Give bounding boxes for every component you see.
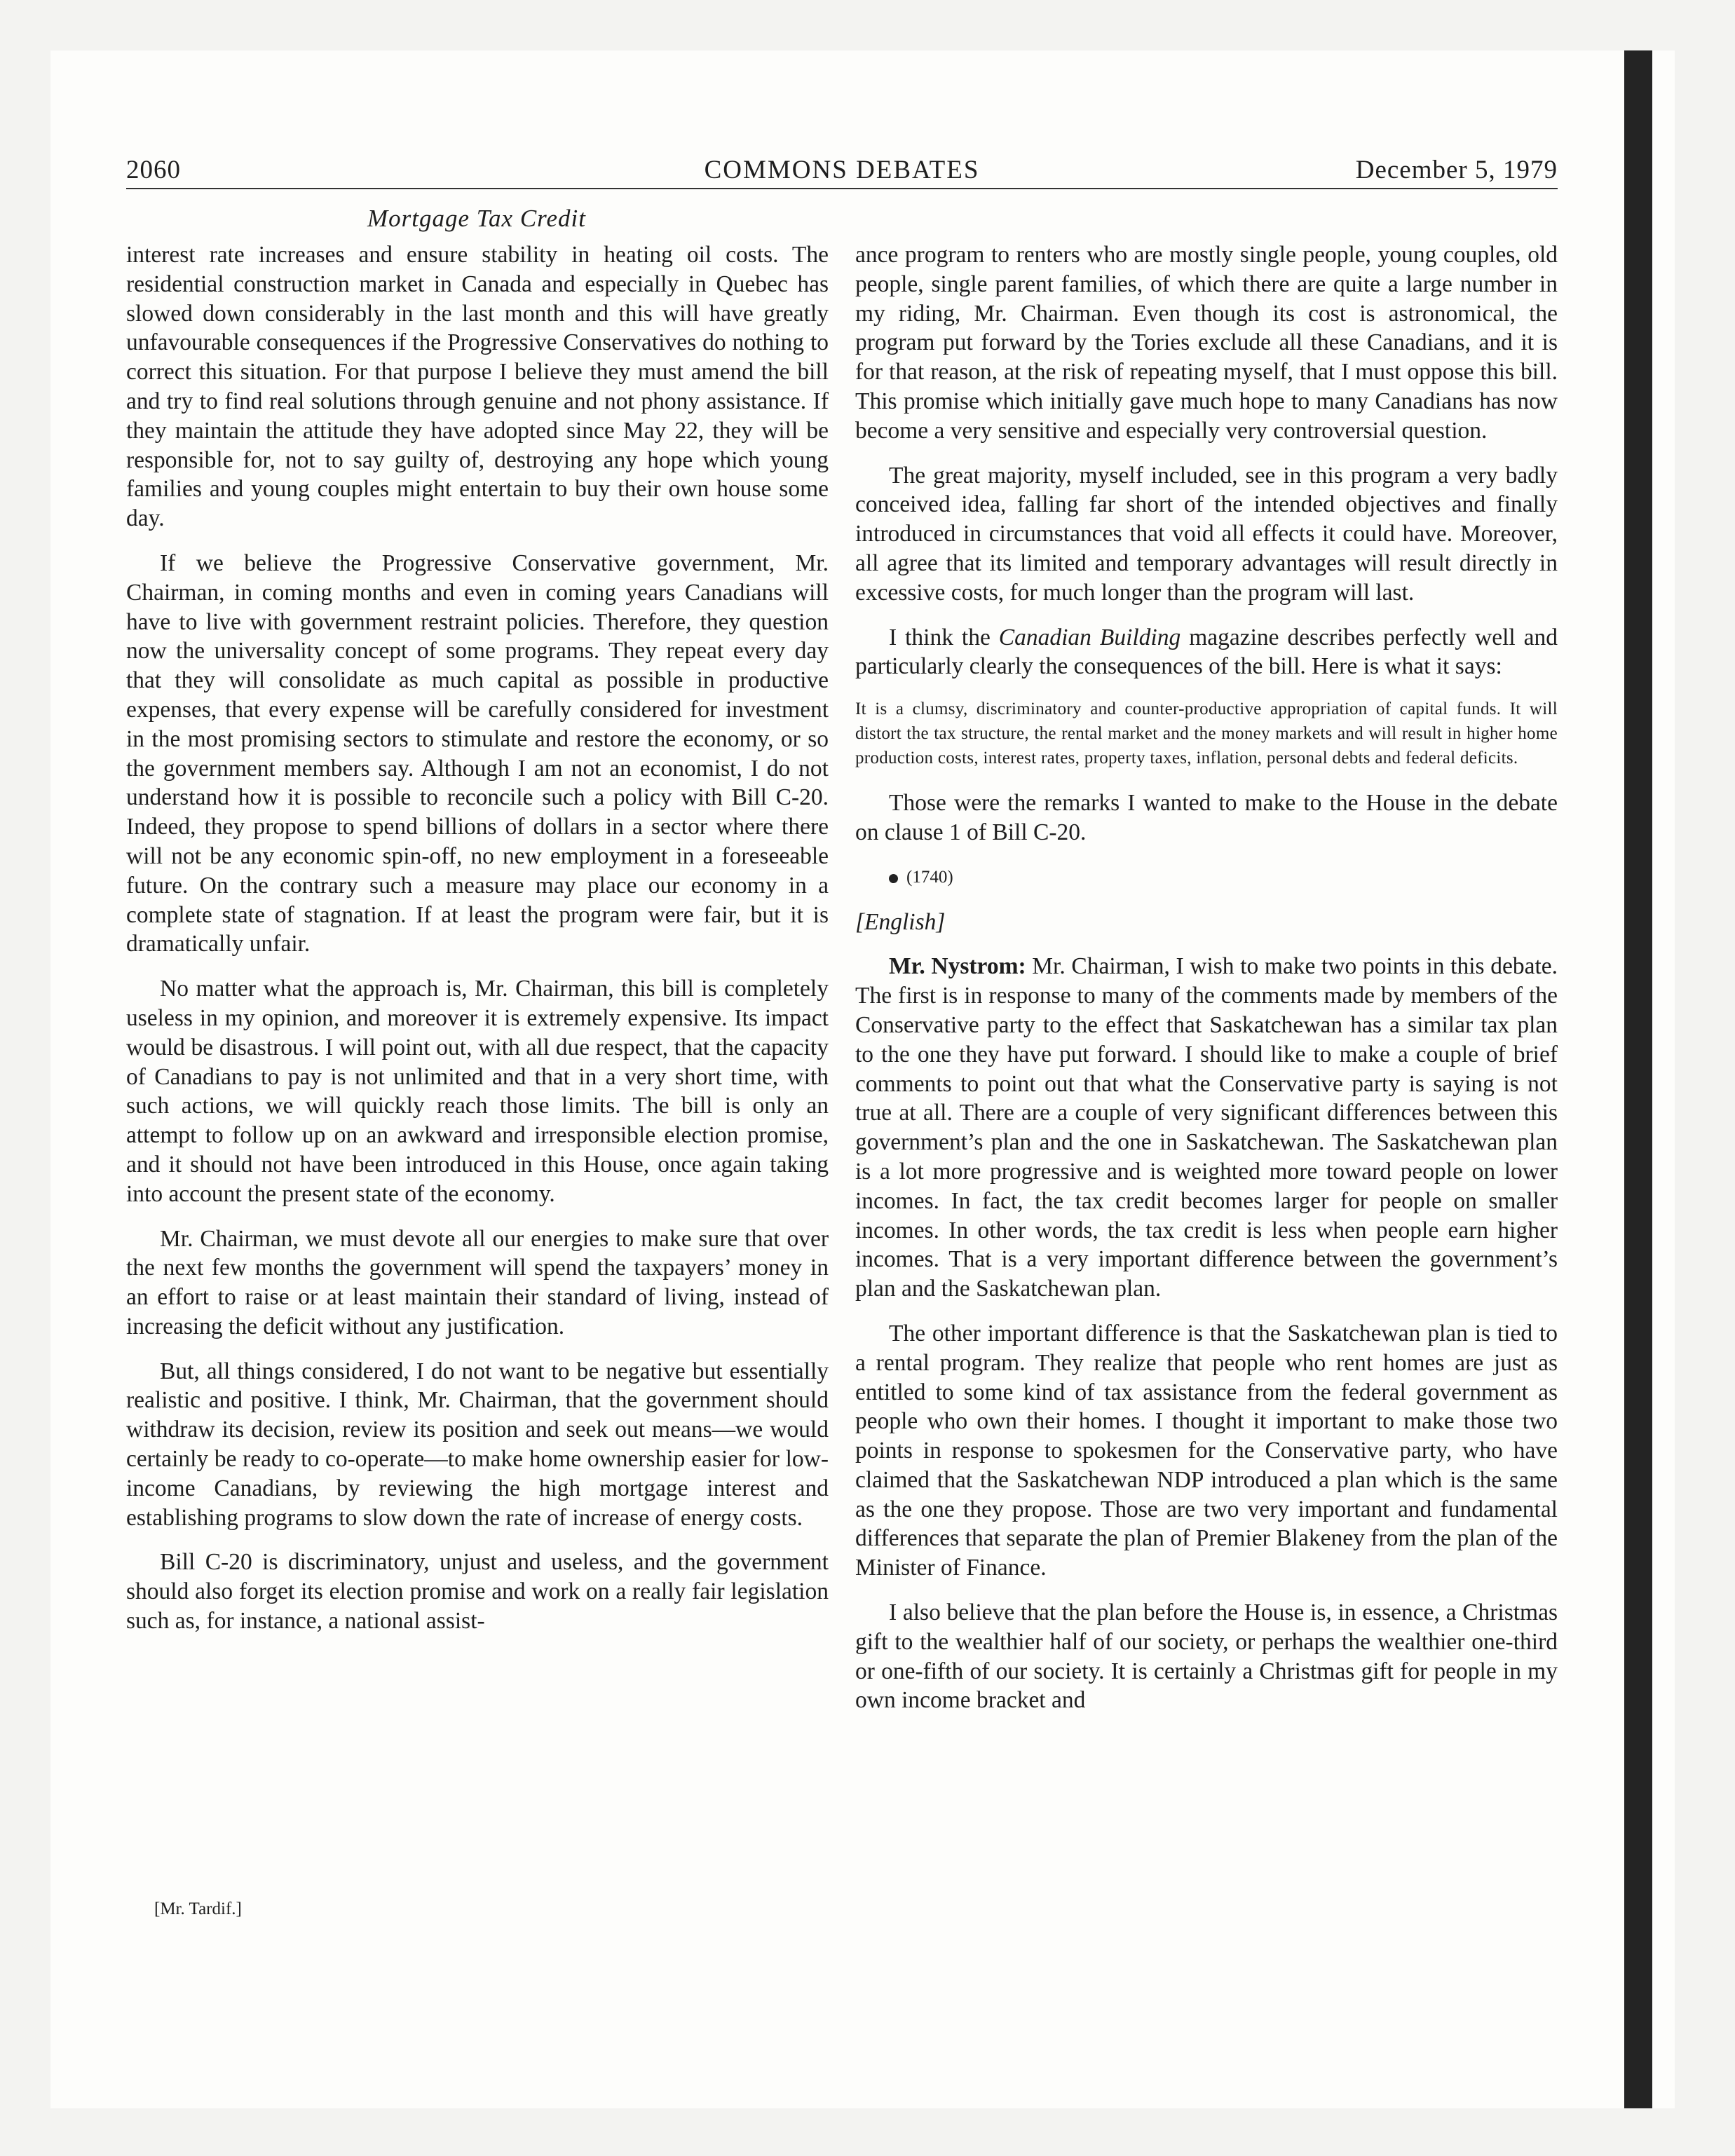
paragraph: Mr. Chairman, we must devote all our energies to make sure that over the next few months the government will spend the taxpayers’ money in an effort to raise or at least maintain their standard of living, instead of increasing the deficit without any justification. xyxy=(126,1225,829,1339)
bullet-dot-icon xyxy=(889,874,898,883)
magazine-title: Canadian Building xyxy=(998,624,1181,650)
binding-edge xyxy=(1624,50,1652,2108)
language-marker: [English] xyxy=(855,908,946,935)
section-title: Mortgage Tax Credit xyxy=(367,205,586,232)
paragraph: The other important difference is that the Saskatchewan plan is tied to a rental program. They realize that people who rent homes are just as entitled to some kind of tax assistance from the federal government as people who own their homes. I thought it important to make those two points in response to spokesmen for the Conservative party, who have claimed that the Saskatchewan NDP introduced a plan which is the same as the one they propose. Those are two very important and fundamental differences that separate the plan of Premier Blakeney from the plan of the Minister of Finance. xyxy=(855,1320,1558,1581)
paragraph-text: Mr. Chairman, I wish to make two points in this debate. The first is in response to many of the comments made by members of the Conservative party to the effect that Saskatchewan has a similar tax plan to the one they have put forward. I should like to make a couple of brief comments to point out that what the Conservative party is saying is not true at all. There are a couple of very significant differences between this government’s plan and the one in Saskatchewan. The Saskatchewan plan is a lot more progressive and is weighted more toward people on lower incomes. In fact, the tax credit becomes larger for people on smaller incomes. In other words, the tax credit is less when people earn higher incomes. That is a very important difference between the government’s plan and the Saskatchewan plan. xyxy=(855,953,1558,1302)
paragraph: Those were the remarks I wanted to make to the House in the debate on clause 1 of Bill C-20. xyxy=(855,790,1558,845)
time-marker xyxy=(855,863,1558,892)
header-date: December 5, 1979 xyxy=(1355,156,1558,184)
right-column xyxy=(855,240,1558,1731)
page-header xyxy=(126,149,1558,189)
paragraph: I also believe that the plan before the House is, in essence, a Christmas gift to the wealthier half of our society, or perhaps the wealthier one-third or one-fifth of our society. It is certainly a Christmas gift for people in my own income bracket and xyxy=(855,1599,1558,1714)
paragraph: interest rate increases and ensure stability in heating oil costs. The residential construction market in Canada and especially in Quebec has slowed down considerably in the last month and this will have greatly unfavourable consequences if the Progressive Conservatives do nothing to correct this situation. For that purpose I believe they must amend the bill and try to find real solutions through genuine and not phony assistance. If they maintain the attitude they have adopted since May 22, they will be responsible for, not to say guilty of, destroying any hope which young families and young couples might entertain to buy their own house some day. xyxy=(126,242,829,532)
paragraph: The great majority, myself included, see in this program a very badly conceived idea, falling far short of the intended objectives and finally introduced in circumstances that void all effects it could have. Moreover, all agree that its limited and temporary advantages will result directly in excessive costs, for much longer than the program will last. xyxy=(855,462,1558,606)
paragraph-text: I think the xyxy=(889,624,999,650)
paragraph: Bill C-20 is discriminatory, unjust and useless, and the government should also forget its election promise and work on a really fair legislation such as, for instance, a national assist- xyxy=(126,1549,829,1635)
paragraph: No matter what the approach is, Mr. Chairman, this bill is completely useless in my opinion, and moreover it is extremely expensive. Its impact would be disastrous. I will point out, with all due respect, that the capacity of Canadians to pay is not unlimited and that in a very short time, with such actions, we will quickly reach those limits. The bill is only an attempt to follow up on an awkward and irresponsible election promise, and it should not have been introduced in this House, once again taking into account the present state of the economy. xyxy=(126,976,829,1207)
block-quote: It is a clumsy, discriminatory and counter-productive appropriation of capital funds. It will distort the tax structure, the rental market and the money markets and will result in higher home production costs, interest rates, property taxes, inflation, personal debts and federal deficits. xyxy=(855,700,1558,768)
paragraph: But, all things considered, I do not want to be negative but essentially realistic and positive. I think, Mr. Chairman, that the government should withdraw its decision, review its position and seek out means—we would certainly be ready to co-operate—to make home ownership easier for low-income Canadians, by reviewing the high mortgage interest and establishing programs to slow down the rate of increase of energy costs. xyxy=(126,1358,829,1531)
speaker-attribution: [Mr. Tardif.] xyxy=(154,1899,242,1918)
page-number: 2060 xyxy=(126,156,181,184)
speaker-name: Mr. Nystrom: xyxy=(889,953,1026,980)
time-marker-text: (1740) xyxy=(906,867,953,887)
paragraph: If we believe the Progressive Conservative government, Mr. Chairman, in coming months and even in coming years Canadians will have to live with government restraint policies. Therefore, they question now the universality concept of some programs. They repeat every day that they will consolidate as much capital as possible in productive expenses, that every expense will be carefully considered for investment in the most promising sectors to stimulate and restore the economy, or so the government members say. Although I am not an economist, I do not understand how it is possible to reconcile such a policy with Bill C-20. Indeed, they propose to spend billions of dollars in a sector where there will not be any economic spin-off, no new employment in a foreseeable future. On the contrary such a measure may place our economy in a complete state of stagnation. If at least the program were fair, but it is dramatically unfair. xyxy=(126,550,829,957)
publication-title: COMMONS DEBATES xyxy=(704,156,980,184)
left-column xyxy=(126,240,829,1651)
paragraph xyxy=(855,623,1558,682)
paragraph-text: magazine describes perfectly well and particularly clearly the consequences of the bill. Here is what it says: xyxy=(855,624,1558,680)
paragraph xyxy=(855,952,1558,1304)
paragraph: ance program to renters who are mostly single people, young couples, old people, single parent families, of which there are quite a large number in my riding, Mr. Chairman. Even though its cost is astronomical, the program put forward by the Tories exclude all these Canadians, and it is for that reason, at the risk of repeating myself, that I must oppose this bill. This promise which initially gave much hope to many Canadians has now become a very sensitive and especially very controversial question. xyxy=(855,242,1558,444)
